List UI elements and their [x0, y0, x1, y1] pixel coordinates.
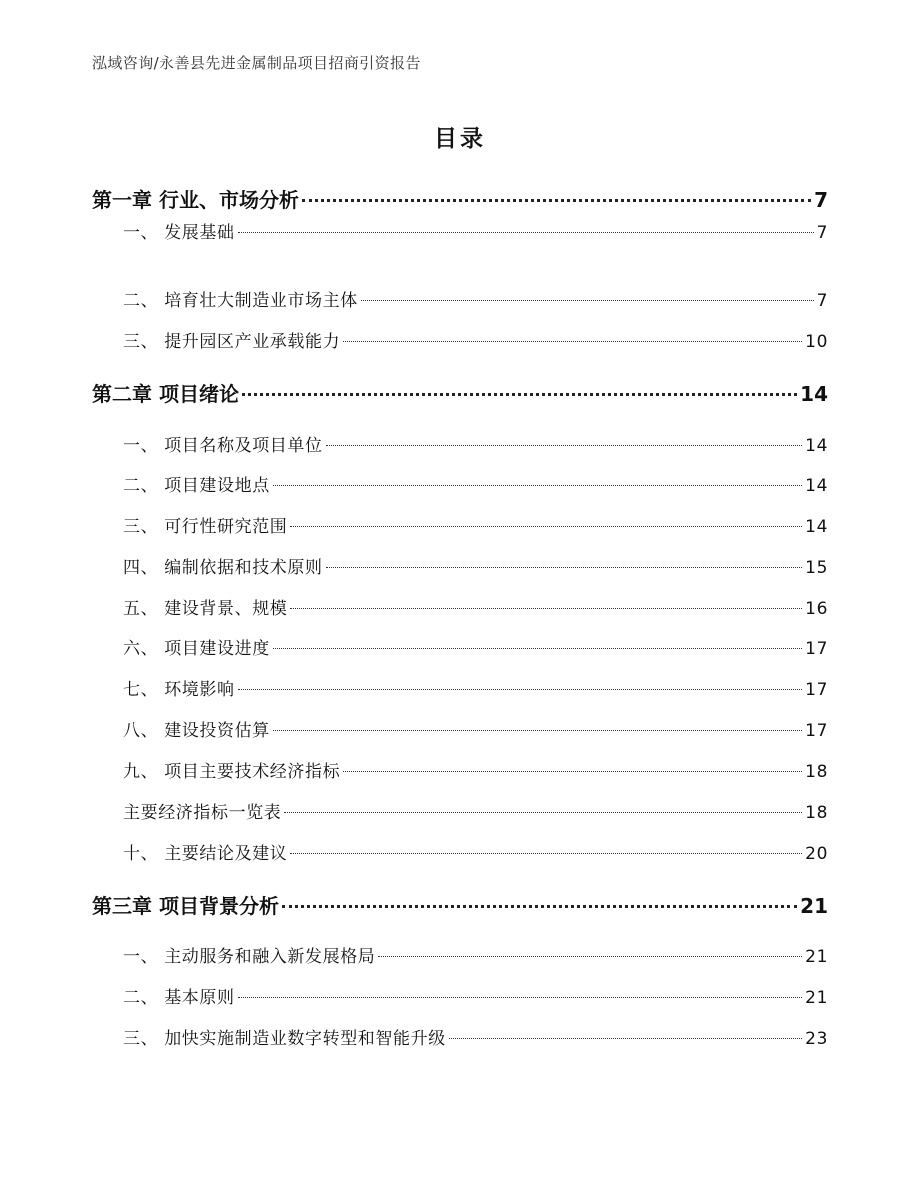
toc-page-number: 21	[805, 988, 828, 1008]
dot-leader	[361, 300, 814, 301]
toc-page-number: 23	[805, 1029, 828, 1049]
toc-entry-label: 三、 可行性研究范围	[123, 517, 288, 537]
toc-section[interactable]	[123, 675, 828, 700]
toc-page-number: 7	[816, 291, 828, 311]
toc-chapter[interactable]	[92, 184, 828, 213]
toc-page-number: 21	[800, 894, 828, 918]
toc-entry-label: 六、 项目建设进度	[123, 639, 270, 659]
toc-page-number: 18	[805, 762, 828, 782]
toc-entry-label: 第三章 项目背景分析	[92, 894, 279, 918]
toc-entry-label: 九、 项目主要技术经济指标	[123, 762, 341, 782]
toc-section[interactable]	[123, 798, 828, 823]
toc-entry-label: 一、 主动服务和融入新发展格局	[123, 947, 376, 967]
dot-leader	[290, 526, 802, 527]
toc-page-number: 17	[805, 721, 828, 741]
dot-leader	[343, 341, 802, 342]
toc-page-number: 14	[805, 517, 828, 537]
toc-entry-label: 七、 环境影响	[123, 680, 235, 700]
dot-leader	[449, 1038, 802, 1039]
toc-section[interactable]	[123, 471, 828, 496]
toc-page-number: 7	[814, 188, 828, 212]
dot-leader	[343, 771, 802, 772]
toc-page-number: 18	[805, 803, 828, 823]
toc-page-number: 16	[805, 599, 828, 619]
toc-section[interactable]	[123, 286, 828, 311]
toc-section[interactable]	[123, 218, 828, 243]
toc-entry-label: 十、 主要结论及建议	[123, 844, 288, 864]
toc-entry-label: 第二章 项目绪论	[92, 382, 239, 406]
dot-leader	[290, 853, 802, 854]
toc-section[interactable]	[123, 983, 828, 1008]
toc-page-number: 17	[805, 639, 828, 659]
toc-entry-label: 二、 基本原则	[123, 988, 235, 1008]
toc-entry-label: 一、 项目名称及项目单位	[123, 436, 323, 456]
toc-entry-label: 八、 建设投资估算	[123, 721, 270, 741]
dot-leader	[238, 232, 814, 233]
toc-page-number: 20	[805, 844, 828, 864]
toc-section[interactable]	[123, 594, 828, 619]
dot-leader	[302, 199, 811, 202]
dot-leader	[290, 608, 802, 609]
toc-entry-label: 二、 项目建设地点	[123, 476, 270, 496]
toc-section[interactable]	[123, 839, 828, 864]
toc-page-number: 15	[805, 558, 828, 578]
toc-section[interactable]	[123, 512, 828, 537]
dot-leader	[282, 905, 797, 908]
toc-chapter[interactable]	[92, 890, 828, 919]
toc-section[interactable]	[123, 757, 828, 782]
dot-leader	[238, 689, 803, 690]
toc-page-number: 14	[805, 476, 828, 496]
running-header: 泓域咨询/永善县先进金属制品项目招商引资报告	[92, 54, 421, 72]
dot-leader	[273, 485, 802, 486]
toc-entry-label: 主要经济指标一览表	[123, 803, 282, 823]
dot-leader	[273, 648, 802, 649]
toc-section[interactable]	[123, 431, 828, 456]
toc-section[interactable]	[123, 634, 828, 659]
toc-page-number: 21	[805, 947, 828, 967]
toc-title: 目录	[434, 126, 486, 152]
toc-section[interactable]	[123, 1024, 828, 1049]
dot-leader	[326, 445, 803, 446]
dot-leader	[273, 730, 802, 731]
toc-entry-label: 第一章 行业、市场分析	[92, 188, 299, 212]
toc-page-number: 14	[800, 382, 828, 406]
dot-leader	[284, 812, 802, 813]
dot-leader	[378, 956, 802, 957]
dot-leader	[238, 997, 803, 998]
toc-entry-label: 五、 建设背景、规模	[123, 599, 288, 619]
toc-entry-label: 一、 发展基础	[123, 223, 235, 243]
toc-page-number: 17	[805, 680, 828, 700]
dot-leader	[242, 393, 797, 396]
toc-entry-label: 四、 编制依据和技术原则	[123, 558, 323, 578]
toc-section[interactable]	[123, 942, 828, 967]
toc-section[interactable]	[123, 553, 828, 578]
toc-section[interactable]	[123, 716, 828, 741]
dot-leader	[326, 567, 803, 568]
toc-page-number: 7	[816, 223, 828, 243]
toc-entry-label: 三、 提升园区产业承载能力	[123, 332, 341, 352]
toc-chapter[interactable]	[92, 378, 828, 407]
toc-page-number: 10	[805, 332, 828, 352]
toc-entry-label: 二、 培育壮大制造业市场主体	[123, 291, 358, 311]
toc-page-number: 14	[805, 436, 828, 456]
toc-section[interactable]	[123, 327, 828, 352]
toc-entry-label: 三、 加快实施制造业数字转型和智能升级	[123, 1029, 446, 1049]
